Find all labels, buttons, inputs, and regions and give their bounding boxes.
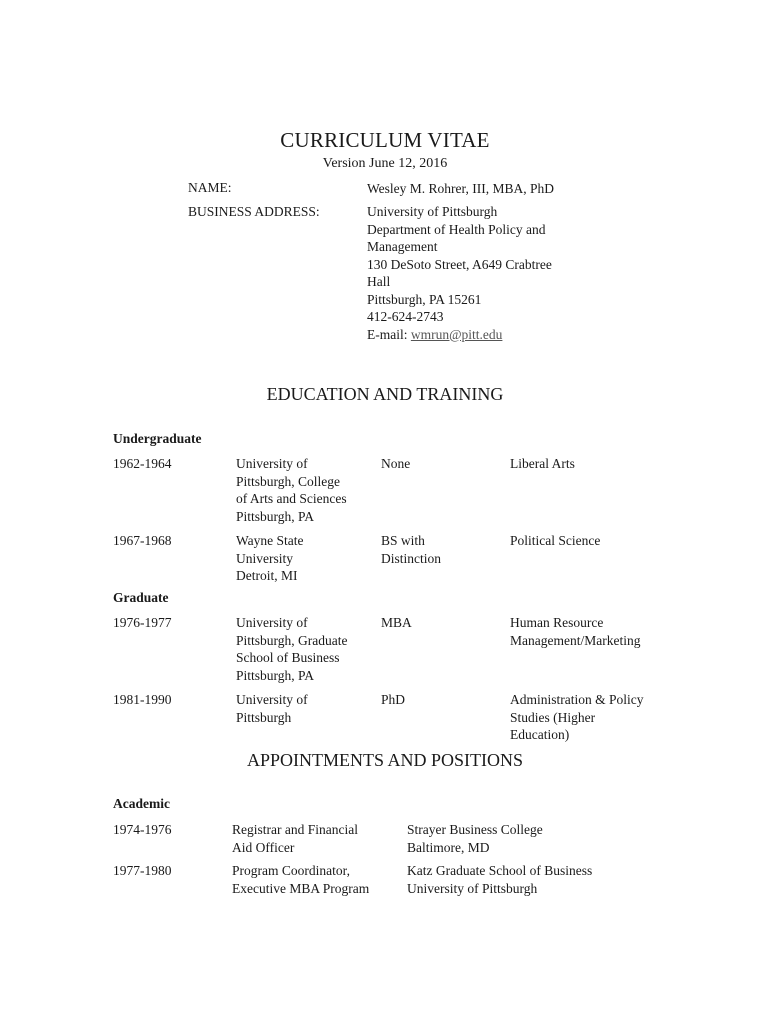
institution-line: University of [236,615,308,630]
name-label: NAME: [188,180,232,195]
degree-line: MBA [381,615,412,630]
email-prefix: E-mail: [367,326,411,342]
field-line: Education) [510,727,570,742]
edu-institution [236,691,376,726]
institution-line: University of [236,692,308,707]
field-line: Management/Marketing [510,632,641,648]
appointment-years: 1977-1980 [113,863,172,878]
email-link[interactable]: wmrun@pitt.edu [410,326,503,342]
field-line: Human Resource [510,615,604,630]
address-line: Department of Health Policy and [367,221,546,237]
appointment-org [407,862,657,897]
field-line: Studies (Higher [510,709,596,725]
document-title: CURRICULUM VITAE [280,128,490,152]
appointment-position [232,821,402,856]
edu-degree [381,614,501,632]
institution-line: Pittsburgh [236,709,292,725]
edu-field [510,614,690,649]
field-line: Political Science [510,533,601,548]
org-line: Katz Graduate School of Business [407,863,593,878]
institution-line: Pittsburgh, PA [236,667,315,683]
edu-field [510,691,690,744]
appointment-org [407,821,657,856]
appointment-position [232,862,402,897]
institution-line: Detroit, MI [236,568,298,583]
field-line: Liberal Arts [510,456,575,471]
position-line: Aid Officer [232,839,295,855]
edu-years: 1967-1968 [113,533,172,548]
institution-line: Pittsburgh, College [236,473,341,489]
institution-line: Pittsburgh, Graduate [236,632,348,648]
degree-line: None [381,456,411,471]
business-address [367,203,582,343]
edu-field [510,532,690,550]
edu-degree [381,455,501,473]
position-line: Executive MBA Program [232,880,370,896]
field-line: Administration & Policy [510,692,644,707]
address-line: University of Pittsburgh [367,204,498,219]
version-date: Version June 12, 2016 [322,156,448,171]
institution-line: Wayne State [236,533,304,548]
edu-institution [236,532,376,585]
org-line: University of Pittsburgh [407,880,538,896]
institution-line: University [236,550,293,566]
address-line: Pittsburgh, PA 15261 [367,291,482,307]
degree-line: Distinction [381,550,441,566]
address-line: Hall [367,274,391,289]
institution-line: of Arts and Sciences [236,491,347,506]
edu-years: 1962-1964 [113,456,172,471]
business-address-label: BUSINESS ADDRESS: [188,204,320,219]
address-line: 412-624-2743 [367,309,444,324]
edu-institution [236,455,376,525]
name-value: Wesley M. Rohrer, III, MBA, PhD [367,181,554,196]
graduate-label: Graduate [113,590,169,605]
edu-institution [236,614,376,684]
undergraduate-label: Undergraduate [113,431,202,446]
org-line: Baltimore, MD [407,839,490,855]
degree-line: PhD [381,692,406,707]
academic-label: Academic [113,796,170,811]
edu-degree [381,691,501,709]
appointments-heading: APPOINTMENTS AND POSITIONS [246,750,524,770]
institution-line: Pittsburgh, PA [236,508,315,524]
address-line: 130 DeSoto Street, A649 Crabtree [367,256,552,272]
position-line: Program Coordinator, [232,863,350,878]
institution-line: School of Business [236,650,340,665]
appointment-years: 1974-1976 [113,822,172,837]
degree-line: BS with [381,533,425,548]
edu-years: 1981-1990 [113,692,172,707]
edu-field [510,455,690,473]
edu-years: 1976-1977 [113,615,172,630]
org-line: Strayer Business College [407,822,543,837]
email-line [367,326,582,344]
education-heading: EDUCATION AND TRAINING [266,384,504,404]
address-line: Management [367,239,438,254]
edu-degree [381,532,501,567]
position-line: Registrar and Financial [232,822,358,837]
institution-line: University of [236,456,308,471]
